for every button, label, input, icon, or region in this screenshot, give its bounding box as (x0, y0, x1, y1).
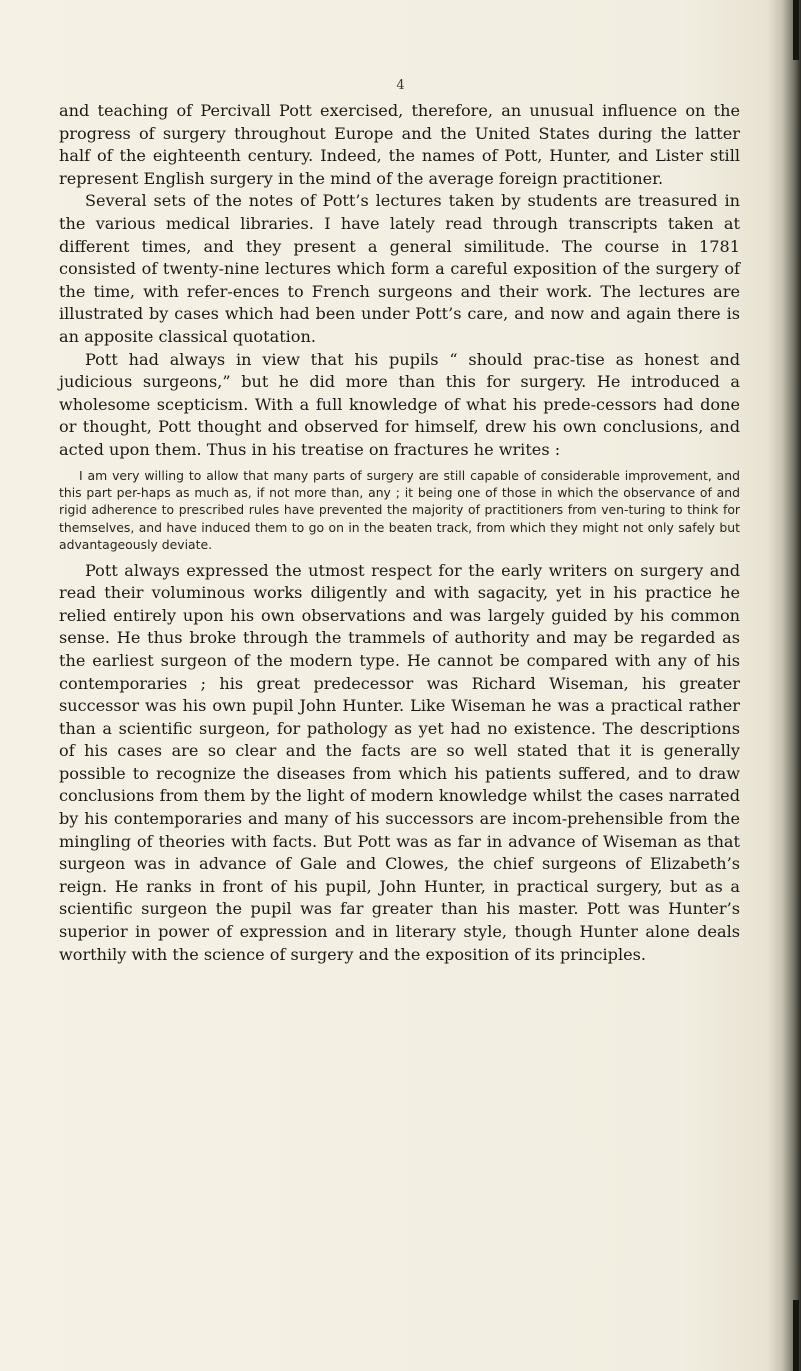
paragraph-1: and teaching of Percivall Pott exercised, therefore, an unusual influence on the progress of surgery throughout Europe and the United States during the latter half of the eighteenth century. Indeed, the names of Pott, Hunter, and Lister still represent English surgery in the mind of the average foreign practitioner. (59, 101, 740, 188)
paragraph-2: Several sets of the notes of Pott’s lectures taken by students are treasured in the various medical libraries. I have lately read through transcripts taken at different times, and they present a general similitude. The course in 1781 consisted of twenty-nine lectures which form a careful exposition of the surgery of the time, with refer-ences to French surgeons and their work. The lectures are illustrated by cases which had been under Pott’s care, and now and again there is an apposite classical quotation. (59, 191, 740, 346)
paragraph-3: Pott had always in view that his pupils “ should prac-tise as honest and judicious surgeons,” but he did more than this for surgery. He introduced a wholesome scepticism. With a full knowledge of what his prede-cessors had done or thought, Pott thought and observed for himself, drew his own conclusions, and acted upon them. Thus in his treatise on fractures he writes : (59, 349, 740, 459)
page-edge-shadow (767, 0, 801, 1371)
block-quote: I am very willing to allow that many parts of surgery are still capable of considerable improvement, and this part per-haps as much as, if not more than, any ; it being one of those in which the observance of and rigid adherence to prescribed rules have prevented the majority of practitioners from ven-turing to think for themselves, and have induced them to go on in the beaten track, from which they might not only safely but advantageously deviate. (59, 467, 740, 553)
page-number: 4 (396, 78, 405, 93)
body-text (59, 100, 740, 966)
paragraph-4: Pott always expressed the utmost respect for the early writers on surgery and read their voluminous works diligently and with sagacity, yet in his practice he relied entirely upon his own observations and was largely guided by his common sense. He thus broke through the trammels of authority and may be regarded as the earliest surgeon of the modern type. He cannot be compared with any of his contemporaries ; his great predecessor was Richard Wiseman, his greater successor was his own pupil John Hunter. Like Wiseman he was a practical rather than a scientific surgeon, for pathology as yet had no existence. The descriptions of his cases are so clear and the facts are so well stated that it is generally possible to recognize the diseases from which his patients suffered, and to draw conclusions from them by the light of modern knowledge whilst the cases narrated by his contemporaries and many of his successors are incom-prehensible from the mingling of theories with facts. But Pott was as far in advance of Wiseman as that surgeon was in advance of Gale and Clowes, the chief surgeons of Elizabeth’s reign. He ranks in front of his pupil, John Hunter, in practical surgery, but as a scientific surgeon the pupil was far greater than his master. Pott was Hunter’s superior in power of expression and in literary style, though Hunter alone deals worthily with the science of surgery and the exposition of its principles. (59, 560, 740, 964)
